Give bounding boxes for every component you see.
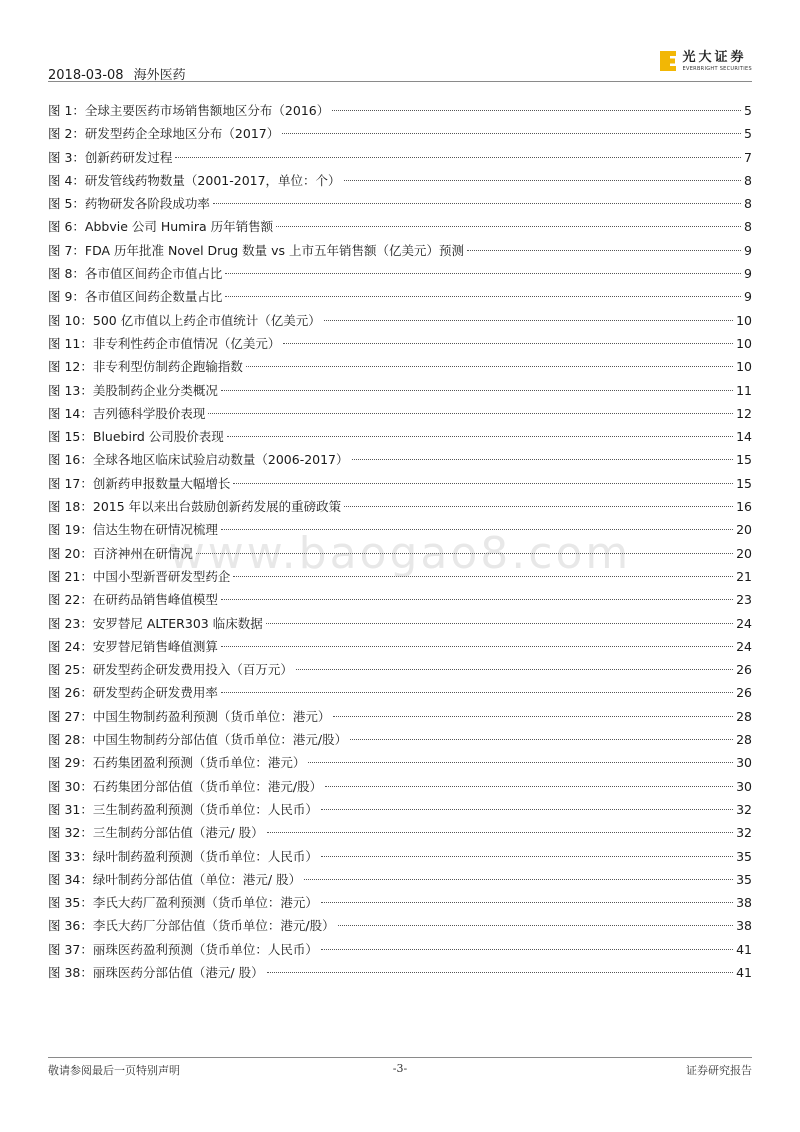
toc-entry-title: 图 10：500 亿市值以上药企市值统计（亿美元） (48, 312, 321, 328)
toc-entry[interactable] (48, 612, 752, 635)
logo-name-cn: 光大证券 (682, 49, 747, 65)
toc-entry[interactable] (48, 798, 752, 821)
report-type: 海外医药 (133, 68, 186, 83)
toc-entry-title: 图 34：绿叶制药分部估值（单位：港元/ 股） (48, 871, 302, 887)
toc-entry[interactable] (48, 821, 752, 844)
toc-leader-dots (352, 459, 734, 460)
toc-leader-dots (221, 390, 733, 391)
toc-entry-title: 图 20：百济神州在研情况 (48, 545, 193, 561)
logo-text (683, 51, 752, 72)
toc-entry[interactable] (48, 681, 752, 704)
toc-entry[interactable] (48, 542, 752, 565)
toc-entry[interactable] (48, 845, 752, 868)
toc-entry[interactable] (48, 961, 752, 984)
toc-leader-dots (325, 786, 733, 787)
toc-entry-title: 图 21：中国小型新晋研发型药企 (48, 568, 231, 584)
toc-entry[interactable] (48, 938, 752, 961)
toc-entry-title: 图 9：各市值区间药企数量占比 (48, 289, 223, 305)
toc-entry-page: 23 (736, 592, 752, 608)
toc-entry-page: 10 (736, 359, 752, 375)
toc-leader-dots (276, 226, 741, 227)
toc-entry[interactable] (48, 425, 752, 448)
toc-entry-page: 24 (736, 638, 752, 654)
toc-leader-dots (221, 529, 733, 530)
toc-entry[interactable] (48, 285, 752, 308)
toc-entry-title: 图 15：Bluebird 公司股价表现 (48, 429, 224, 445)
toc-entry[interactable] (48, 262, 752, 285)
toc-entry-title: 图 25：研发型药企研发费用投入（百万元） (48, 662, 293, 678)
toc-leader-dots (233, 483, 733, 484)
page-footer (48, 1062, 752, 1082)
toc-entry[interactable] (48, 448, 752, 471)
company-logo (659, 50, 752, 72)
toc-entry-page: 9 (744, 289, 752, 305)
figure-list (48, 99, 752, 984)
toc-entry-page: 10 (736, 335, 752, 351)
toc-entry-page: 21 (736, 568, 752, 584)
toc-leader-dots (266, 623, 733, 624)
toc-entry-page: 30 (736, 778, 752, 794)
toc-entry[interactable] (48, 705, 752, 728)
toc-entry-page: 8 (744, 172, 752, 188)
toc-leader-dots (344, 506, 733, 507)
toc-entry-title: 图 31：三生制药盈利预测（货币单位：人民币） (48, 801, 318, 817)
toc-entry-title: 图 5：药物研发各阶段成功率 (48, 196, 210, 212)
toc-leader-dots (196, 553, 733, 554)
toc-entry-page: 5 (744, 126, 752, 142)
toc-entry[interactable] (48, 775, 752, 798)
toc-entry-title: 图 7：FDA 历年批准 Novel Drug 数量 vs 上市五年销售额（亿美元）预测 (48, 242, 465, 258)
toc-entry[interactable] (48, 495, 752, 518)
toc-entry-page: 32 (736, 825, 752, 841)
toc-leader-dots (321, 902, 733, 903)
page-number: -3- (392, 1062, 408, 1075)
toc-entry-page: 12 (736, 405, 752, 421)
toc-leader-dots (227, 436, 733, 437)
toc-entry[interactable] (48, 192, 752, 215)
toc-leader-dots (246, 366, 733, 367)
toc-leader-dots (233, 576, 733, 577)
toc-entry-title: 图 32：三生制药分部估值（港元/ 股） (48, 825, 264, 841)
toc-entry[interactable] (48, 99, 752, 122)
toc-entry-title: 图 3：创新药研发过程 (48, 149, 173, 165)
toc-leader-dots (221, 646, 733, 647)
toc-entry-title: 图 29：石药集团盈利预测（货币单位：港元） (48, 755, 306, 771)
footer-divider (48, 1057, 752, 1058)
toc-entry-page: 14 (736, 429, 752, 445)
toc-entry[interactable] (48, 588, 752, 611)
toc-entry-title: 图 24：安罗替尼销售峰值测算 (48, 638, 218, 654)
toc-entry-page: 41 (736, 964, 752, 980)
toc-leader-dots (321, 949, 733, 950)
toc-leader-dots (225, 273, 741, 274)
report-date: 2018-03-08 (48, 68, 124, 83)
toc-entry-page: 28 (736, 708, 752, 724)
toc-entry[interactable] (48, 518, 752, 541)
toc-entry-title: 图 14：吉列德科学股价表现 (48, 405, 206, 421)
toc-leader-dots (321, 856, 733, 857)
toc-entry[interactable] (48, 635, 752, 658)
toc-entry[interactable] (48, 751, 752, 774)
toc-leader-dots (333, 716, 733, 717)
toc-leader-dots (283, 343, 733, 344)
toc-leader-dots (467, 250, 741, 251)
toc-entry-page: 20 (736, 522, 752, 538)
toc-leader-dots (221, 599, 733, 600)
toc-entry[interactable] (48, 122, 752, 145)
toc-leader-dots (267, 972, 734, 973)
toc-entry[interactable] (48, 868, 752, 891)
toc-entry-title: 图 12：非专利型仿制药企跑输指数 (48, 359, 243, 375)
toc-entry-title: 图 11：非专利性药企市值情况（亿美元） (48, 335, 281, 351)
toc-entry-page: 7 (744, 149, 752, 165)
header-divider (48, 81, 752, 82)
toc-entry-page: 10 (736, 312, 752, 328)
toc-entry-page: 38 (736, 918, 752, 934)
toc-entry-title: 图 23：安罗替尼 ALTER303 临床数据 (48, 615, 263, 631)
toc-entry-page: 15 (736, 452, 752, 468)
toc-entry-title: 图 1：全球主要医药市场销售额地区分布（2016） (48, 103, 330, 118)
toc-entry-page: 16 (736, 499, 752, 515)
toc-entry-page: 20 (736, 545, 752, 561)
toc-entry-page: 28 (736, 732, 752, 748)
toc-entry-page: 26 (736, 685, 752, 701)
toc-leader-dots (344, 180, 741, 181)
toc-entry[interactable] (48, 332, 752, 355)
toc-leader-dots (213, 203, 741, 204)
toc-entry-title: 图 36：李氏大药厂分部估值（货币单位：港元/股） (48, 918, 335, 934)
toc-entry-page: 24 (736, 615, 752, 631)
toc-entry-page: 35 (736, 871, 752, 887)
toc-entry-title: 图 18：2015 年以来出台鼓励创新药发展的重磅政策 (48, 499, 342, 515)
toc-entry-title: 图 30：石药集团分部估值（货币单位：港元/股） (48, 778, 323, 794)
toc-entry-page: 35 (736, 848, 752, 864)
toc-entry-page: 9 (744, 266, 752, 282)
toc-entry-title: 图 33：绿叶制药盈利预测（货币单位：人民币） (48, 848, 318, 864)
toc-entry-title: 图 37：丽珠医药盈利预测（货币单位：人民币） (48, 941, 318, 957)
toc-entry-page: 5 (744, 103, 752, 118)
toc-leader-dots (350, 739, 733, 740)
toc-leader-dots (221, 692, 733, 693)
toc-entry-page: 41 (736, 941, 752, 957)
report-label: 证券研究报告 (686, 1064, 752, 1077)
logo-name-en: EVERBRIGHT SECURITIES (682, 65, 752, 72)
toc-entry-title: 图 17：创新药申报数量大幅增长 (48, 475, 231, 491)
toc-entry[interactable] (48, 215, 752, 238)
disclaimer-note: 敬请参阅最后一页特别声明 (48, 1064, 180, 1077)
toc-entry-title: 图 4：研发管线药物数量（2001-2017，单位：个） (48, 172, 341, 188)
toc-entry-title: 图 16：全球各地区临床试验启动数量（2006-2017） (48, 452, 349, 468)
toc-entry-page: 38 (736, 895, 752, 911)
toc-entry-title: 图 2：研发型药企全球地区分布（2017） (48, 126, 280, 142)
toc-entry[interactable] (48, 402, 752, 425)
toc-entry[interactable] (48, 472, 752, 495)
toc-entry[interactable] (48, 239, 752, 262)
toc-entry-page: 15 (736, 475, 752, 491)
toc-entry-page: 8 (744, 219, 752, 235)
toc-leader-dots (296, 669, 733, 670)
page-header (48, 46, 752, 82)
toc-entry-page: 9 (744, 242, 752, 258)
toc-entry-title: 图 8：各市值区间药企市值占比 (48, 266, 223, 282)
toc-entry[interactable] (48, 658, 752, 681)
toc-entry[interactable] (48, 355, 752, 378)
toc-entry[interactable] (48, 565, 752, 588)
toc-entry-title: 图 35：李氏大药厂盈利预测（货币单位：港元） (48, 895, 318, 911)
toc-leader-dots (304, 879, 733, 880)
toc-entry-title: 图 19：信达生物在研情况梳理 (48, 522, 218, 538)
toc-entry-title: 图 38：丽珠医药分部估值（港元/ 股） (48, 964, 264, 980)
toc-entry-page: 32 (736, 801, 752, 817)
toc-entry[interactable] (48, 891, 752, 914)
toc-leader-dots (282, 133, 741, 134)
toc-leader-dots (267, 832, 734, 833)
toc-entry[interactable] (48, 169, 752, 192)
toc-leader-dots (338, 925, 734, 926)
toc-entry-title: 图 28：中国生物制药分部估值（货币单位：港元/股） (48, 732, 348, 748)
watermark: www.baogao8.com (168, 528, 632, 579)
toc-entry[interactable] (48, 914, 752, 937)
toc-leader-dots (175, 157, 741, 158)
toc-entry-title: 图 13：美股制药企业分类概况 (48, 382, 218, 398)
toc-entry[interactable] (48, 728, 752, 751)
toc-entry[interactable] (48, 309, 752, 332)
toc-entry-title: 图 6：Abbvie 公司 Humira 历年销售额 (48, 219, 274, 235)
toc-entry-page: 30 (736, 755, 752, 771)
toc-entry-title: 图 27：中国生物制药盈利预测（货币单位：港元） (48, 708, 331, 724)
toc-leader-dots (308, 762, 733, 763)
toc-leader-dots (208, 413, 733, 414)
toc-leader-dots (332, 110, 741, 111)
toc-leader-dots (225, 296, 741, 297)
toc-entry-title: 图 22：在研药品销售峰值模型 (48, 592, 218, 608)
toc-entry[interactable] (48, 146, 752, 169)
toc-entry-page: 8 (744, 196, 752, 212)
toc-leader-dots (321, 809, 733, 810)
toc-entry-page: 26 (736, 662, 752, 678)
everbright-logo-icon (659, 50, 677, 72)
toc-leader-dots (324, 320, 733, 321)
toc-entry-page: 11 (736, 382, 752, 398)
toc-entry-title: 图 26：研发型药企研发费用率 (48, 685, 218, 701)
toc-entry[interactable] (48, 379, 752, 402)
